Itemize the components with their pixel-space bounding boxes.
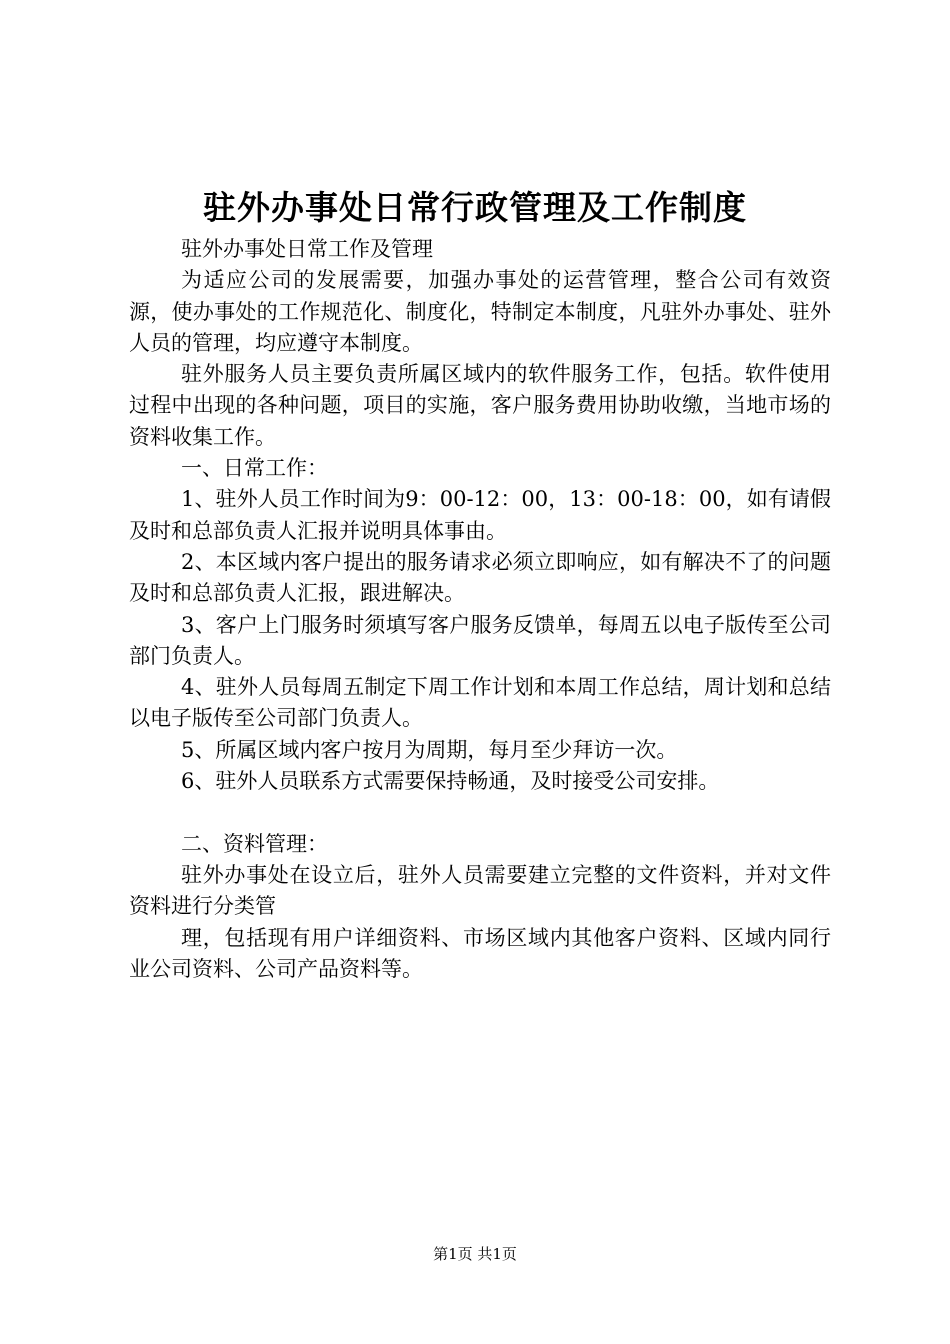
paragraph-subtitle: 驻外办事处日常工作及管理 — [181, 237, 433, 261]
list-item-5: 5、所属区域内客户按月为周期，每月至少拜访一次。 — [181, 737, 678, 762]
list-item-2: 2、本区域内客户提出的服务请求必须立即响应，如有解决不了的问题及时和总部负责人汇报，跟进解决。 — [129, 549, 831, 606]
list-item-3: 3、客户上门服务时须填写客户服务反馈单，每周五以电子版传至公司部门负责人。 — [129, 612, 831, 668]
blank-line — [129, 797, 831, 828]
document-body — [129, 234, 831, 985]
section-heading-documents: 二、资料管理： — [181, 831, 328, 856]
paragraph-documents-2: 理，包括现有用户详细资料、市场区域内其他客户资料、区域内同行业公司资料、公司产品资料等。 — [129, 925, 831, 981]
paragraph-duties: 驻外服务人员主要负责所属区域内的软件服务工作，包括。软件使用过程中出现的各种问题，项目的实施，客户服务费用协助收缴，当地市场的资料收集工作。 — [129, 362, 831, 449]
page-footer: 第1页 共1页 — [433, 1245, 517, 1263]
list-item-4: 4、驻外人员每周五制定下周工作计划和本周工作总结，周计划和总结以电子版传至公司部门负责人。 — [129, 675, 831, 731]
list-item-1: 1、驻外人员工作时间为9：00-12：00，13：00-18：00，如有请假及时和总部负责人汇报并说明具体事由。 — [129, 487, 831, 543]
paragraph-intro: 为适应公司的发展需要，加强办事处的运营管理，整合公司有效资源，使办事处的工作规范化、制度化，特制定本制度，凡驻外办事处、驻外人员的管理，均应遵守本制度。 — [129, 268, 831, 355]
section-heading-daily-work: 一、日常工作： — [181, 456, 328, 481]
document-title: 驻外办事处日常行政管理及工作制度 — [203, 188, 747, 227]
paragraph-documents-1: 驻外办事处在设立后，驻外人员需要建立完整的文件资料，并对文件资料进行分类管 — [129, 862, 831, 919]
list-item-6: 6、驻外人员联系方式需要保持畅通，及时接受公司安排。 — [181, 769, 720, 794]
